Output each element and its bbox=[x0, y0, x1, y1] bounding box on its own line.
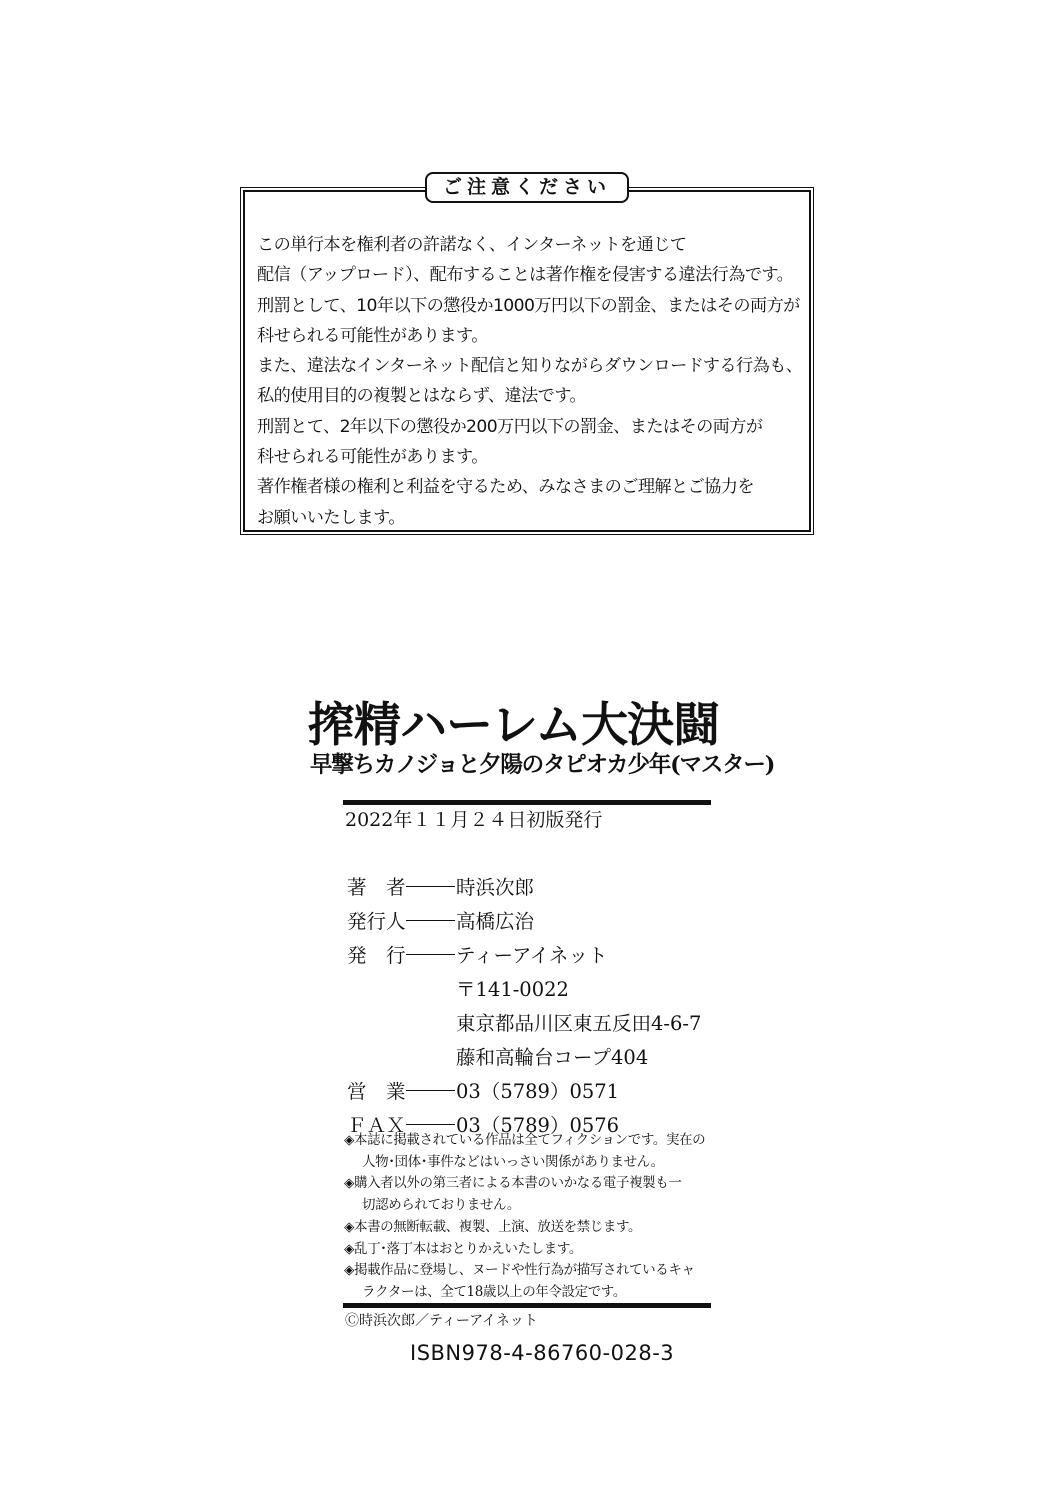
notice-line: 配信（アップロード）、配布することは著作権を侵害する違法行為です。 bbox=[257, 265, 794, 286]
credit-value: 時浜次郎 bbox=[456, 876, 535, 899]
remark-line: ◈掲載作品に登場し、ヌードや性行為が描写されているキャ bbox=[344, 1262, 695, 1279]
notice-line: お願いいたします。 bbox=[257, 507, 405, 528]
book-title: 搾精ハーレム大決闘 bbox=[308, 698, 720, 753]
credit-label: 著 者 bbox=[347, 876, 406, 899]
notice-line: 科せられる可能性があります。 bbox=[257, 447, 488, 468]
remark-line: ◈本誌に掲載されている作品は全てフィクションです。実在の bbox=[344, 1132, 706, 1148]
notice-line: 著作権者様の権利と利益を守るため、みなさまのご理解とご協力を bbox=[257, 477, 754, 498]
divider-top bbox=[343, 800, 711, 805]
book-subtitle: 早撃ちカノジョと夕陽のタピオカ少年(マスター) bbox=[310, 752, 775, 778]
notice-line: 科せられる可能性があります。 bbox=[257, 325, 488, 346]
notice-line: 私的使用目的の複製とはならず、違法です。 bbox=[257, 386, 586, 407]
credit-value: 高橋広治 bbox=[456, 910, 535, 933]
dash-separator bbox=[406, 1124, 455, 1125]
address-line-1: 東京都品川区東五反田4-6-7 bbox=[456, 1012, 702, 1035]
notice-line: 刑罰として、10年以下の懲役か1000万円以下の罰金、またはその両方が bbox=[257, 295, 800, 316]
remark-line: ◈乱丁･落丁本はおとりかえいたします。 bbox=[344, 1240, 582, 1257]
postal-code: 〒141-0022 bbox=[456, 978, 569, 1001]
divider-bottom bbox=[343, 1303, 711, 1308]
credit-label: 発 行 bbox=[347, 944, 406, 967]
edition-date: 2022年１１月２４日初版発行 bbox=[345, 809, 603, 831]
credit-row-author bbox=[347, 872, 701, 906]
notice-line: 刑罰とて、2年以下の懲役か200万円以下の罰金、またはその両方が bbox=[257, 416, 763, 437]
credit-value: 03（5789）0576 bbox=[456, 1114, 620, 1137]
credit-label: 営 業 bbox=[347, 1080, 406, 1103]
dash-separator bbox=[406, 1090, 455, 1091]
credit-value: 03（5789）0571 bbox=[456, 1080, 620, 1103]
copyright-notice: Ⓒ時浜次郎／ティーアイネット bbox=[345, 1313, 538, 1329]
credit-row-building bbox=[347, 1042, 701, 1076]
remark-line: ◈本書の無断転載、複製、上演、放送を禁じます。 bbox=[344, 1218, 642, 1235]
address-line-2: 藤和高輪台コープ404 bbox=[456, 1046, 649, 1069]
dash-separator bbox=[406, 954, 455, 955]
notice-line: この単行本を権利者の許諾なく、インターネットを通じて bbox=[257, 235, 687, 255]
dash-separator bbox=[406, 920, 455, 921]
credit-row-address bbox=[347, 1008, 701, 1042]
credit-row-publisher bbox=[347, 940, 701, 974]
isbn: ISBN978-4-86760-028-3 bbox=[410, 1341, 675, 1365]
notice-title: ご注意ください bbox=[425, 172, 629, 203]
remark-line: ◈購入者以外の第三者による本書のいかなる電子複製も一 bbox=[344, 1175, 682, 1192]
remark-line: 人物･団体･事件などはいっさい関係がありません。 bbox=[362, 1153, 664, 1170]
credit-label: ＦＡＸ bbox=[347, 1114, 406, 1137]
notice-body bbox=[257, 230, 817, 533]
credit-value: ティーアイネット bbox=[456, 944, 608, 967]
remark-line: ラクターは、全て18歳以上の年令設定です。 bbox=[362, 1283, 626, 1300]
credit-row-publisher-person bbox=[347, 906, 701, 940]
remarks-list bbox=[344, 1130, 724, 1304]
notice-line: また、違法なインターネット配信と知りながらダウンロードする行為も、 bbox=[257, 356, 803, 377]
dash-separator bbox=[406, 886, 455, 887]
remark-line: 切認められておりません。 bbox=[362, 1197, 521, 1214]
credit-row-sales bbox=[347, 1076, 701, 1110]
credit-label: 発行人 bbox=[347, 910, 406, 933]
credit-row-postal-code bbox=[347, 974, 701, 1008]
credits-list bbox=[347, 872, 701, 1144]
